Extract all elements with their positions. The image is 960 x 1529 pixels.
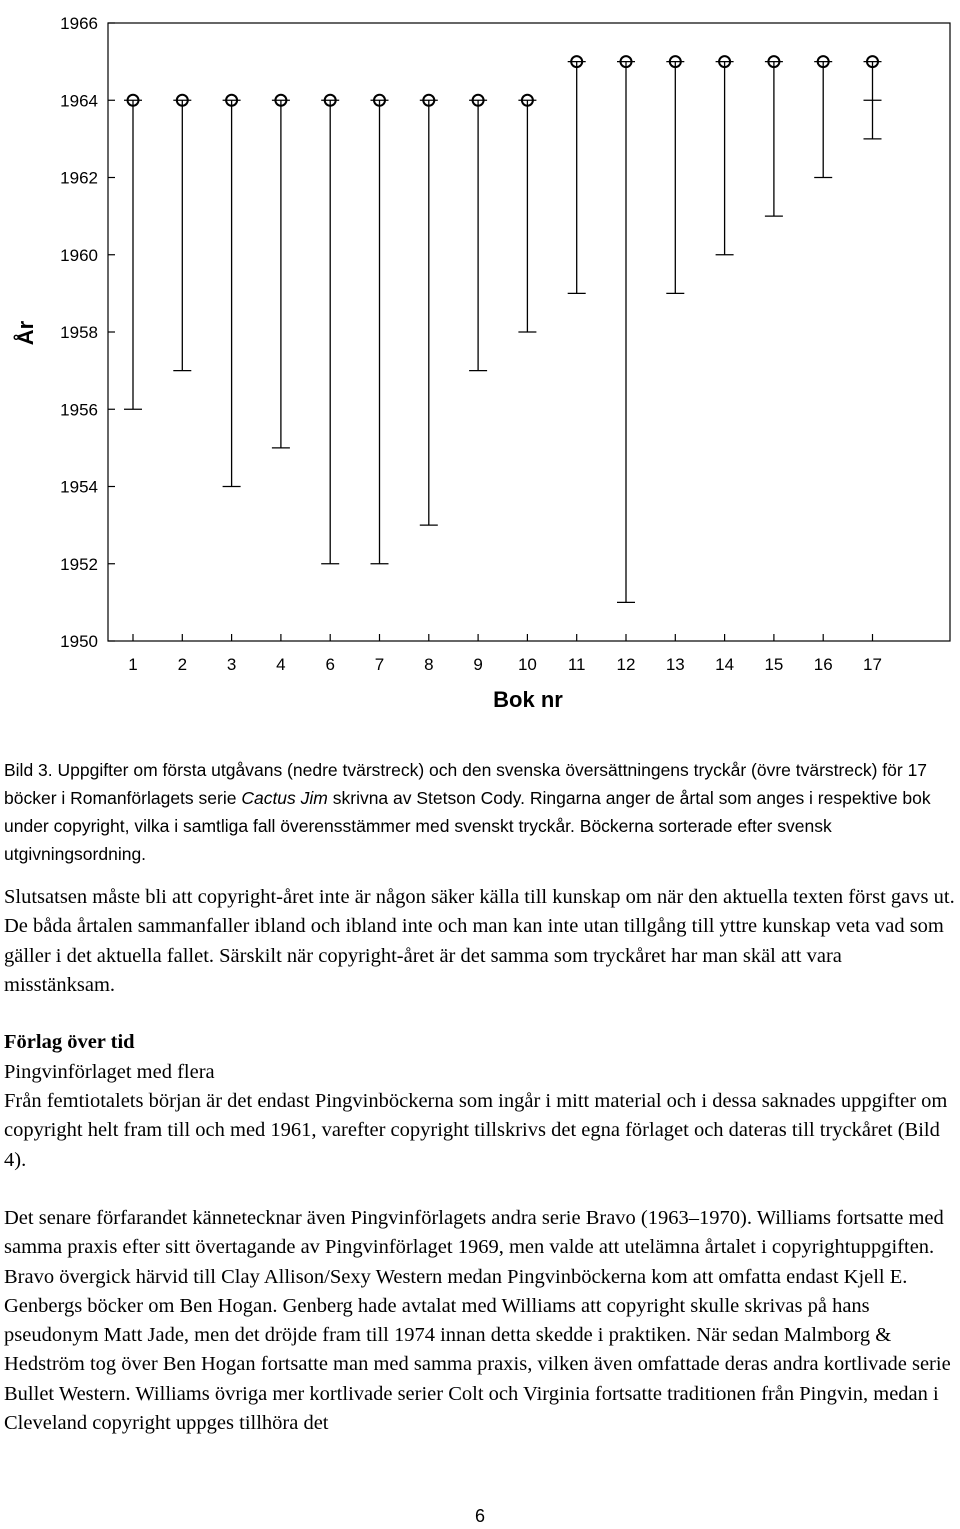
y-tick-label: 1964 (60, 91, 98, 111)
y-tick-label: 1958 (60, 323, 98, 342)
x-tick-label: 8 (424, 655, 434, 674)
figure-caption (4, 756, 958, 868)
y-axis (60, 14, 115, 651)
x-axis-title: Bok nr (493, 687, 563, 712)
page-number: 6 (474, 1506, 485, 1526)
body-paragraph: Det senare förfarandet kännetecknar även Pingvinförlagets andra serie Bravo (1963–1970). Williams fortsatte med samma praxis efter sitt övertagande av Pingvinförlaget 1969, men valde att utelämna årtalet i copyrightuppgiften. Bravo övergick härvid till Clay Allison/Sexy Western medan Pingvinböckerna kom att omfatta endast Kjell E. Genbergs böcker om Ben Hogan. Genberg hade avtalat med Williams att copyright skulle skrivas på hans pseudonym Matt Jade, men det dröjde fram till 1974 innan detta skedde i praktiken. När sedan Malmborg & Hedström tog över Ben Hogan fortsatte man med samma praxis, vilken även omfattade deras andra kortlivade serie Bullet Western. Williams övriga mer kortlivade serier Colt och Virginia fortsatte traditionen från Pingvin, medan i Cleveland copyright uppges tillhöra det (4, 1207, 951, 1435)
x-tick-label: 9 (473, 655, 483, 674)
caption-text-end: skrivna av Stetson Cody. Ringarna anger de årtal som anges i respektive bok under copyright, vilka i samtliga fall överensstämmer med svenskt tryckår. Böckerna sorterade efter svensk utgivningsordning. (4, 788, 931, 864)
y-tick-label: 1956 (60, 400, 98, 420)
range-bars (124, 62, 882, 603)
x-tick-label: 7 (374, 655, 385, 674)
body-paragraph: Slutsatsen måste bli att copyright-året inte är någon säker källa till kunskap om när den aktuella texten först gavs ut. De båda årtalen sammanfaller ibland och ibland inte och man kan inte utan tillgång till yttre kunskap veta vad som gäller i det aktuella fallet. Särskilt när copyright-året är det samma som tryckåret har man skäl att vara misstänksam. (4, 886, 955, 996)
x-tick-label: 2 (177, 655, 188, 674)
x-tick-label: 16 (813, 655, 833, 674)
x-tick-label: 1 (128, 655, 138, 674)
y-tick-label: 1966 (60, 14, 98, 33)
caption-series-title: Cactus Jim (241, 788, 328, 808)
x-tick-label: 17 (863, 655, 882, 674)
x-tick-label: 12 (616, 655, 636, 674)
y-tick-label: 1962 (60, 168, 98, 188)
y-tick-label: 1952 (60, 554, 98, 574)
caption-text: Bild 3. Uppgifter om första utgåvans (nedre tvärstreck) och den svenska översättningens tryckår (övre tvärstreck) för 17 böcker i Romanförlagets serie (4, 760, 928, 808)
x-tick-label: 6 (325, 655, 335, 674)
y-tick-label: 1960 (60, 245, 98, 265)
y-tick-label: 1954 (60, 477, 98, 497)
x-axis (128, 634, 882, 674)
chart (0, 0, 960, 720)
section-heading: Förlag över tid (4, 1031, 135, 1053)
x-tick-label: 10 (517, 655, 537, 674)
copyright-markers (128, 56, 879, 106)
subsection-heading: Pingvinförlaget med flera (4, 1061, 215, 1083)
x-tick-label: 15 (764, 655, 784, 674)
y-tick-label: 1950 (60, 632, 98, 651)
x-tick-label: 4 (276, 655, 286, 674)
body-paragraph: Från femtiotalets början är det endast Pingvinböckerna som ingår i mitt material och i dessa saknades uppgifter om copyright helt fram till och med 1961, varefter copyright tillskrivs det egna förlaget och dateras till tryckåret (Bild 4). (4, 1090, 948, 1171)
x-tick-label: 11 (567, 655, 586, 674)
x-tick-label: 14 (715, 655, 735, 674)
y-axis-title: År (13, 320, 38, 346)
x-tick-label: 13 (665, 655, 685, 674)
x-tick-label: 3 (226, 655, 237, 674)
